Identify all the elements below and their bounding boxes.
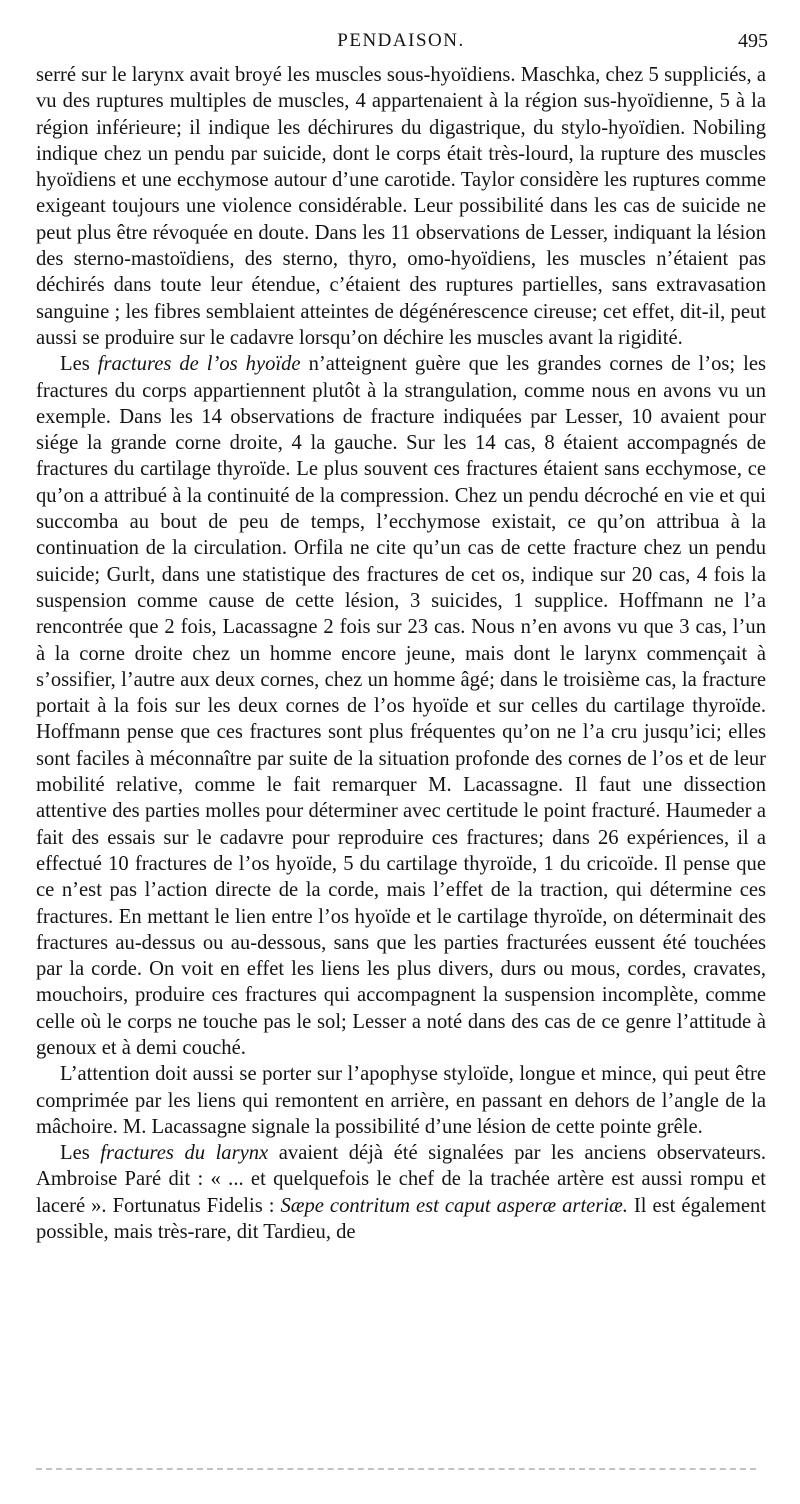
paragraph-muscles bbox=[36, 62, 766, 351]
text-run: L’attention doit aussi se porter sur l’apophyse styloïde, longue et mince, qui peut être comprimée par les liens qui remontent en arrière, en passant en dehors de l’angle de la mâchoire. M. Lacassagne signale la possibilité d’une lésion de cette pointe grêle. bbox=[36, 1063, 766, 1138]
running-header bbox=[36, 22, 766, 52]
italic-term: fractures du larynx bbox=[100, 1142, 269, 1165]
bottom-rule bbox=[36, 1468, 756, 1470]
body-text bbox=[36, 62, 766, 1245]
latin-quote: Sæpe contritum est caput asperæ arteriæ. bbox=[280, 1194, 628, 1217]
text-run: serré sur le larynx avait broyé les muscles sous-hyoïdiens. Maschka, chez 5 suppliciés, a vu des ruptures multiples de muscles, 4 appartenaient à la région sus-hyoïdienne, 5 à la région inférieure; il indique les déchirures du digastrique, du stylo-hyoïdien. Nobiling indique chez un pendu par suicide, dont le corps était très-lourd, la rupture des muscles hyoïdiens et une ecchymose autour d’une carotide. Taylor considère les ruptures comme exigeant toujours une violence considérable. Leur possibilité dans les cas de suicide ne peut plus être révoquée en doute. Dans les 11 observations de Lesser, indiquant la lésion des sterno-mastoïdiens, des sterno, thyro, omo-hyoïdiens, les muscles n’étaient pas déchirés dans toute leur étendue, c’étaient des ruptures partielles, sans extravasation sanguine ; les fibres semblaient atteintes de dégénérescence cireuse; cet effet, dit-il, peut aussi se produire sur le cadavre lorsqu’on déchire les muscles avant la rigidité. bbox=[36, 64, 766, 349]
text-run: n’atteignent guère que les grandes cornes de l’os; les fractures du corps appartiennent plutôt à la strangulation, comme nous en avons vu un exemple. Dans les 14 observations de fracture indiquées par Lesser, 10 avaient pour siége la grande corne droite, 4 la gauche. Sur les 14 cas, 8 étaient accompagnés de fractures du cartilage thyroïde. Le plus souvent ces fractures étaient sans ecchymose, ce qu’on a attribué à la continuité de la compression. Chez un pendu décroché en vie et qui succomba au bout de peu de temps, l’ecchymose existait, ce qu’on attribua à la continuation de la circulation. Orfila ne cite qu’un cas de cette fracture chez un pendu suicide; Gurlt, dans une statistique des fractures de cet os, indique sur 20 cas, 4 fois la suspension comme cause de cette lésion, 3 suicides, 1 supplice. Hoffmann ne l’a rencontrée que 2 fois, Lacassagne 2 fois sur 23 cas. Nous n’en avons vu que 3 cas, l’un à la corne droite chez un homme encore jeune, mais dont le larynx commençait à s’ossifier, l’autre aux deux cornes, chez un homme âgé; dans le troisième cas, la fracture portait à la fois sur les deux cornes de l’os hyoïde et sur celles du cartilage thyroïde. Hoffmann pense que ces fractures sont plus fréquentes qu’on ne l’a cru jusqu’ici; elles sont faciles à méconnaître par suite de la situation profonde des cornes de l’os et de leur mobilité relative, comme le fait remarquer M. Lacassagne. Il faut une dissection attentive des parties molles pour déterminer avec certitude le point fracturé. Haumeder a fait des essais sur le cadavre pour reproduire ces fractures; dans 26 expériences, il a effectué 10 fractures de l’os hyoïde, 5 du cartilage thyroïde, 1 du cricoïde. Il pense que ce n’est pas l’action directe de la corde, mais l’effet de la traction, qui détermine ces fractures. En mettant le lien entre l’os hyoïde et le cartilage thyroïde, on déterminait des fractures au-dessus ou au-dessous, sans que les parties fracturées eussent été touchées par la corde. On voit en effet les liens les plus divers, durs ou mous, cordes, cravates, mouchoirs, produire ces fractures qui accompagnent la suspension incomplète, comme celle où le corps ne touche pas le sol; Lesser a noté dans des cas de ce genre l’attitude à genoux et à demi couché. bbox=[36, 353, 767, 1059]
paragraph-styloid bbox=[36, 1061, 766, 1140]
text-run: Les bbox=[60, 1142, 101, 1165]
text-run: avaient déjà été signalées par les anciens observateurs. Ambroise Paré dit : « ... et quelquefois le chef de la trachée artère est aussi rompu et laceré ». Fortunatus Fidelis : bbox=[36, 1142, 766, 1217]
text-run: Il est également possible, mais très-rare, dit Tardieu, de bbox=[36, 1194, 767, 1244]
page-number: 495 bbox=[738, 30, 768, 52]
running-title: PENDAISON. bbox=[337, 30, 465, 51]
paragraph-larynx-fractures bbox=[36, 1140, 766, 1245]
text-run: Les bbox=[60, 353, 98, 376]
paragraph-hyoid-fractures bbox=[36, 351, 766, 1061]
italic-term: fractures de l’os hyoïde bbox=[97, 353, 301, 376]
